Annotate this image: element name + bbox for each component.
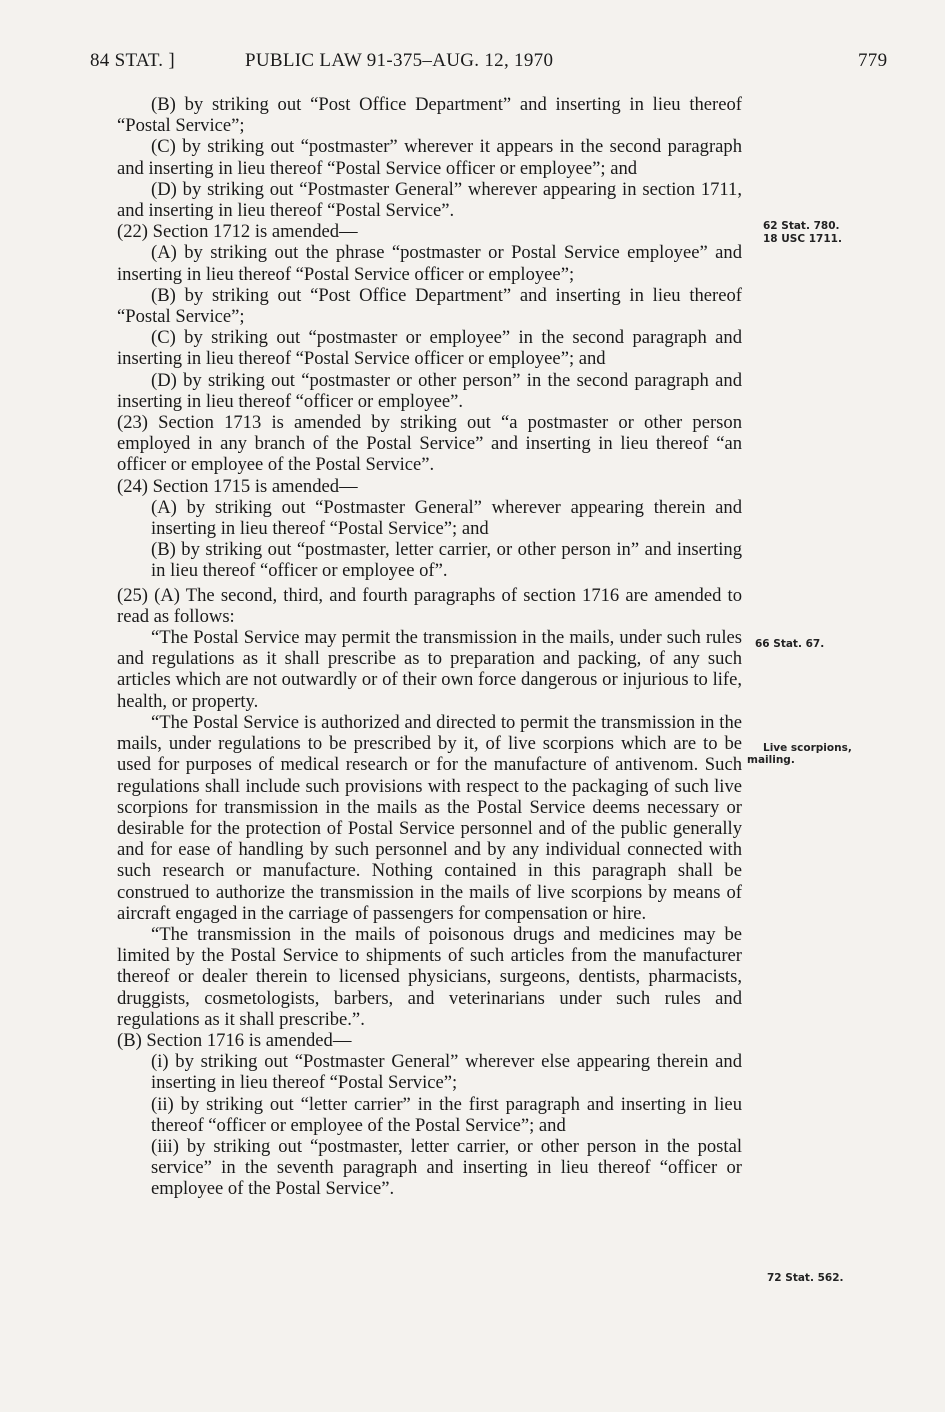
paragraph: (C) by striking out “postmaster or employee” in the second paragraph and inserting in lieu thereof “Postal Service officer or employee”; and — [117, 327, 742, 370]
paragraph: “The Postal Service is authorized and directed to permit the transmission in the mails, under regulations to be prescribed by it, of live scorpions which are to be used for purposes of medical research or for the manufacture of antivenom. Such regulations shall include such provisions with respect to the packaging of such live scorpions for transmission in the mails as the Postal Service deems necessary or desirable for the protection of Postal Service personnel and of the public generally and for ease of handling by such personnel and by any individual connected with such research or manufacture. Nothing contained in this paragraph shall be construed to authorize the transmission in the mails of live scorpions by means of aircraft engaged in the carriage of passengers for compensation or hire. — [117, 711, 742, 924]
margin-note: mailing. — [747, 754, 795, 766]
margin-note: 62 Stat. 780. — [763, 220, 840, 232]
margin-note: 66 Stat. 67. — [755, 638, 825, 650]
body-text — [117, 94, 742, 1200]
margin-note: Live scorpions, — [763, 742, 852, 754]
paragraph: (D) by striking out “Postmaster General” wherever appearing in section 1711, and inserting in lieu thereof “Postal Service”. — [117, 178, 742, 222]
paragraph: (23) Section 1713 is amended by striking out “a postmaster or other person employed in any branch of the Postal Service” and inserting in lieu thereof “an officer or employee of the Postal Service”. — [117, 412, 742, 476]
paragraph: (24) Section 1715 is amended— — [117, 475, 358, 497]
paragraph: (i) by striking out “Postmaster General” wherever else appearing therein and inserting in lieu thereof “Postal Service”; — [151, 1051, 742, 1094]
paragraph: “The Postal Service may permit the transmission in the mails, under such rules and regulations as it shall prescribe as to preparation and packing, of any such articles which are not outwardly or of their own force dangerous or injurious to life, health, or property. — [117, 627, 742, 712]
paragraph: (iii) by striking out “postmaster, letter carrier, or other person in the postal service” in the seventh paragraph and inserting in lieu thereof “officer or employee of the Postal Service”. — [151, 1135, 742, 1200]
header-statute-ref: 84 STAT. ] — [90, 50, 176, 71]
paragraph: (D) by striking out “postmaster or other person” in the second paragraph and inserting in lieu thereof “officer or employee”. — [117, 369, 742, 412]
paragraph: (B) by striking out “Post Office Department” and inserting in lieu thereof “Postal Service”; — [117, 284, 742, 328]
paragraph: (ii) by striking out “letter carrier” in the first paragraph and inserting in lieu thereof “officer or employee of the Postal Service”; and — [151, 1093, 742, 1136]
paragraph: (A) by striking out “Postmaster General” wherever appearing therein and inserting in lieu thereof “Postal Service”; and — [151, 496, 742, 540]
header-title: PUBLIC LAW 91-375–AUG. 12, 1970 — [245, 50, 554, 71]
margin-note: 18 USC 1711. — [763, 233, 842, 245]
paragraph: (25) (A) The second, third, and fourth paragraphs of section 1716 are amended to read as follows: — [117, 584, 742, 627]
paragraph: (C) by striking out “postmaster” wherever it appears in the second paragraph and inserting in lieu thereof “Postal Service officer or employee”; and — [117, 136, 742, 179]
paragraph: (22) Section 1712 is amended— — [117, 221, 358, 243]
paragraph: (B) Section 1716 is amended— — [117, 1029, 352, 1051]
margin-note: 72 Stat. 562. — [767, 1272, 844, 1284]
paragraph: (A) by striking out the phrase “postmaster or Postal Service employee” and inserting in lieu thereof “Postal Service officer or employee”; — [117, 242, 742, 285]
paragraph: “The transmission in the mails of poisonous drugs and medicines may be limited by the Postal Service to shipments of such articles from the manufacturer thereof or dealer therein to licensed physicians, surgeons, dentists, pharmacists, druggists, cosmetologists, barbers, and veterinarians under such rules and regulations as it shall prescribe.”. — [117, 923, 742, 1030]
page-number: 779 — [858, 50, 888, 71]
paragraph: (B) by striking out “Post Office Department” and inserting in lieu thereof “Postal Service”; — [117, 94, 742, 137]
paragraph: (B) by striking out “postmaster, letter carrier, or other person in” and inserting in lieu thereof “officer or employee of”. — [151, 539, 742, 582]
